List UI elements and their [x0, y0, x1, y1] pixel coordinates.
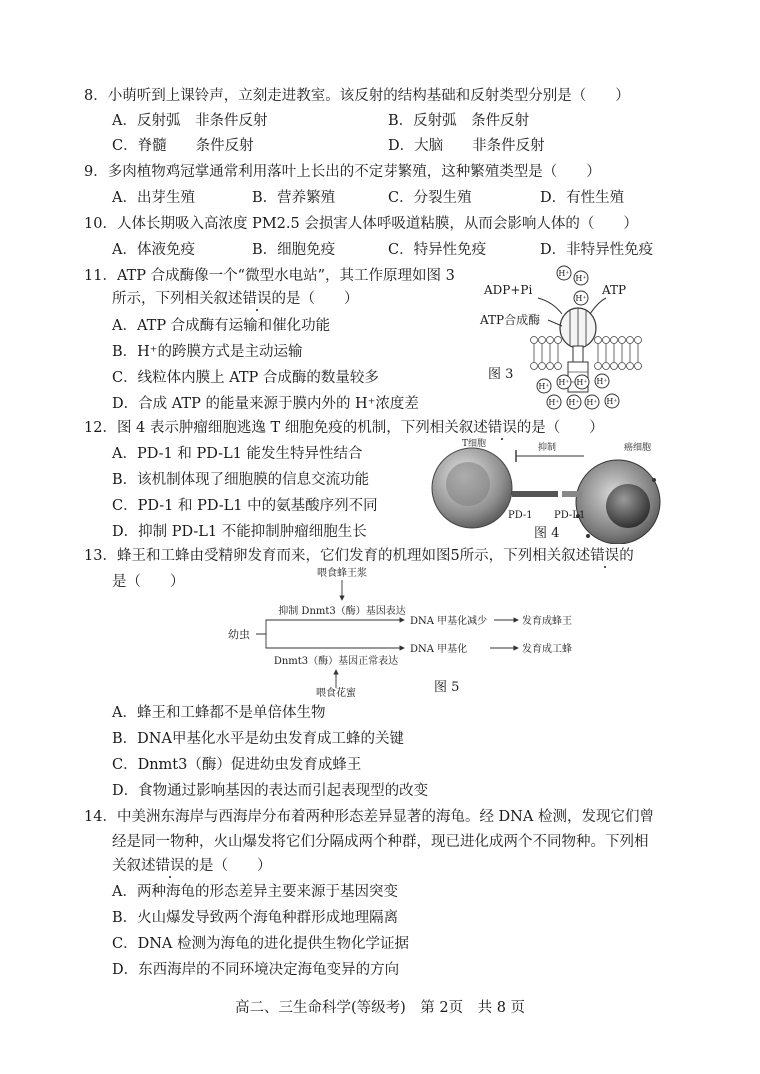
q12-option-d: D．抑制 PD-L1 不能抑制肿瘤细胞生长	[112, 524, 367, 540]
q14-option-b: B．火山爆发导致两个海龟种群形成地理隔离	[112, 910, 399, 926]
q10-option-c: C．特异性免疫	[388, 242, 487, 258]
pdl1-label: PD-L1	[554, 510, 586, 521]
adp-label: ADP+Pi	[484, 283, 533, 297]
q12-option-b: B．该机制体现了细胞膜的信息交流功能	[112, 472, 370, 488]
queen-path-arrow	[256, 620, 404, 634]
figure-3-atp-synthase	[478, 262, 648, 418]
h-ion-top-1	[557, 266, 571, 280]
h-ion-bottom-5	[547, 395, 561, 409]
q14-option-a: A．两种海龟的形态差异主要来源于基因突变	[112, 884, 398, 900]
royal-jelly-label: 喂食蜂王浆	[317, 568, 367, 579]
figure-4-pd1-mechanism	[428, 436, 680, 544]
normal-dnmt3-label: Dnmt3（酶）基因正常表达	[273, 656, 399, 667]
q13-option-c: C．Dnmt3（酶）促进幼虫发育成蜂王	[112, 757, 362, 773]
figure-3-caption: 图 3	[488, 367, 514, 382]
svg-text:H⁺: H⁺	[575, 274, 587, 283]
adp-arrow	[538, 298, 562, 314]
q13-option-b: B．DNA甲基化水平是幼虫发育成工蜂的关键	[112, 731, 404, 747]
atp-arrow	[590, 298, 606, 314]
figure-4-caption: 图 4	[534, 526, 560, 541]
svg-text:H⁺: H⁺	[548, 398, 560, 407]
q9-option-d: D．有性生殖	[540, 190, 625, 206]
q14-stem-line2: 经是同一物种，火山爆发将它们分隔成两个种群，现已进化成两个不同物种。下列相	[112, 834, 649, 850]
atp-label: ATP	[602, 283, 627, 297]
pd1-label: PD-1	[508, 510, 533, 521]
h-ion-bottom-2	[557, 375, 571, 389]
q10-option-d: D．非特异性免疫	[540, 242, 654, 258]
q12-option-a: A．PD-1 和 PD-L1 能发生特异性结合	[112, 446, 363, 462]
h-ion-bottom-7	[585, 395, 599, 409]
svg-text:H⁺: H⁺	[558, 269, 570, 278]
svg-text:H⁺: H⁺	[575, 294, 587, 303]
enzyme-label: ATP合成酶	[480, 313, 541, 327]
q12-option-c: C．PD-1 和 PD-L1 中的氨基酸序列不同	[112, 498, 378, 514]
q12-stem: 12．图 4 表示肿瘤细胞逃逸 T 细胞免疫的机制，下列相关叙述错误的是（ ）	[84, 420, 604, 436]
q9-option-c: C．分裂生殖	[388, 190, 472, 206]
q11-option-b: B．H⁺的跨膜方式是主动运输	[112, 344, 303, 360]
h-ion-top-2	[574, 271, 588, 285]
h-ion-bottom-1	[537, 379, 551, 393]
h-ion-bottom-3	[575, 375, 589, 389]
tumor-cell-icon	[576, 460, 660, 544]
q13-option-a: A．蜂王和工蜂都不是单倍体生物	[112, 705, 326, 721]
q14-stem-line3: 关叙述错误的是（ ）	[112, 858, 272, 874]
svg-text:H⁺: H⁺	[596, 377, 608, 386]
t-cell-label: T细胞	[462, 439, 487, 449]
q8-option-a: A．反射弧 非条件反射	[112, 113, 268, 129]
q8-option-b: B．反射弧 条件反射	[388, 113, 530, 129]
svg-text:H⁺: H⁺	[538, 382, 550, 391]
pdl1-ligand	[562, 491, 582, 497]
worker-path-arrow	[266, 634, 404, 648]
q10-option-a: A．体液免疫	[112, 242, 195, 258]
to-queen-label: 发育成蜂王	[522, 616, 572, 627]
q14-option-c: C．DNA 检测为海龟的进化提供生物化学证据	[112, 936, 409, 952]
q11-stem-line1: 11．ATP 合成酶像一个“微型水电站”，其工作原理如图 3	[84, 268, 455, 284]
methyl-label: DNA 甲基化	[410, 644, 468, 655]
q9-stem: 9．多肉植物鸡冠掌通常利用落叶上长出的不定芽繁殖，这种繁殖类型是（ ）	[84, 164, 601, 180]
svg-text:H⁺: H⁺	[558, 378, 570, 387]
svg-text:H⁺: H⁺	[568, 398, 580, 407]
q9-option-a: A．出芽生殖	[112, 190, 195, 206]
svg-text:H⁺: H⁺	[576, 378, 588, 387]
h-ion-bottom-4	[595, 374, 609, 388]
q14-option-d: D．东西海岸的不同环境决定海龟变异的方向	[112, 962, 400, 978]
svg-text:H⁺: H⁺	[586, 398, 598, 407]
q14-stem-line1: 14．中美洲东海岸与西海岸分布着两种形态差异显著的海龟。经 DNA 检测，发现它们曾	[84, 809, 654, 825]
q8-option-d: D．大脑 非条件反射	[388, 138, 545, 154]
methyl-less-label: DNA 甲基化减少	[410, 616, 488, 627]
inhibit-dnmt3-label: 抑制 Dnmt3（酶）基因表达	[278, 606, 406, 617]
figure-5-bee-development	[222, 564, 592, 698]
t-cell-icon	[432, 448, 512, 528]
q9-option-b: B．营养繁殖	[252, 190, 336, 206]
larva-label: 幼虫	[228, 628, 250, 641]
q13-stem-line2: 是（ ）	[112, 574, 185, 590]
q11-option-d: D．合成 ATP 的能量来源于膜内外的 H⁺浓度差	[112, 396, 419, 412]
inhibit-label: 抑制	[538, 443, 557, 453]
q10-option-b: B．细胞免疫	[252, 242, 336, 258]
q8-stem: 8．小萌听到上课铃声，立刻走进教室。该反射的结构基础和反射类型分别是（ ）	[84, 88, 630, 104]
q11-option-c: C．线粒体内膜上 ATP 合成酶的数量较多	[112, 370, 379, 386]
q11-stem-line2: 所示，下列相关叙述错误的是（ ）	[112, 291, 359, 307]
enzyme-pointer	[548, 320, 562, 326]
q11-option-a: A．ATP 合成酶有运输和催化功能	[112, 318, 331, 334]
q13-option-d: D．食物通过影响基因的表达而引起表现型的改变	[112, 783, 429, 799]
h-ion-top-3	[574, 291, 588, 305]
q8-option-c: C．脊髓 条件反射	[112, 138, 254, 154]
q10-stem: 10．人体长期吸入高浓度 PM2.5 会损害人体呼吸道粘膜，从而会影响人体的（ ）	[84, 216, 638, 232]
pd1-receptor	[512, 491, 558, 497]
h-ion-bottom-8	[605, 394, 619, 408]
q13-stem-line1: 13．蜂王和工蜂由受精卵发育而来，它们发育的机理如图5所示，下列相关叙述错误的	[84, 548, 634, 564]
pollen-label: 喂食花蜜	[316, 688, 356, 698]
page-footer: 高二、三生命科学(等级考) 第 2页 共 8 页	[234, 1000, 526, 1016]
tumor-cell-label: 癌细胞	[624, 443, 652, 453]
svg-text:H⁺: H⁺	[606, 397, 618, 406]
h-ion-bottom-6	[567, 395, 581, 409]
to-worker-label: 发育成工蜂	[522, 644, 572, 655]
figure-5-caption: 图 5	[434, 680, 460, 695]
